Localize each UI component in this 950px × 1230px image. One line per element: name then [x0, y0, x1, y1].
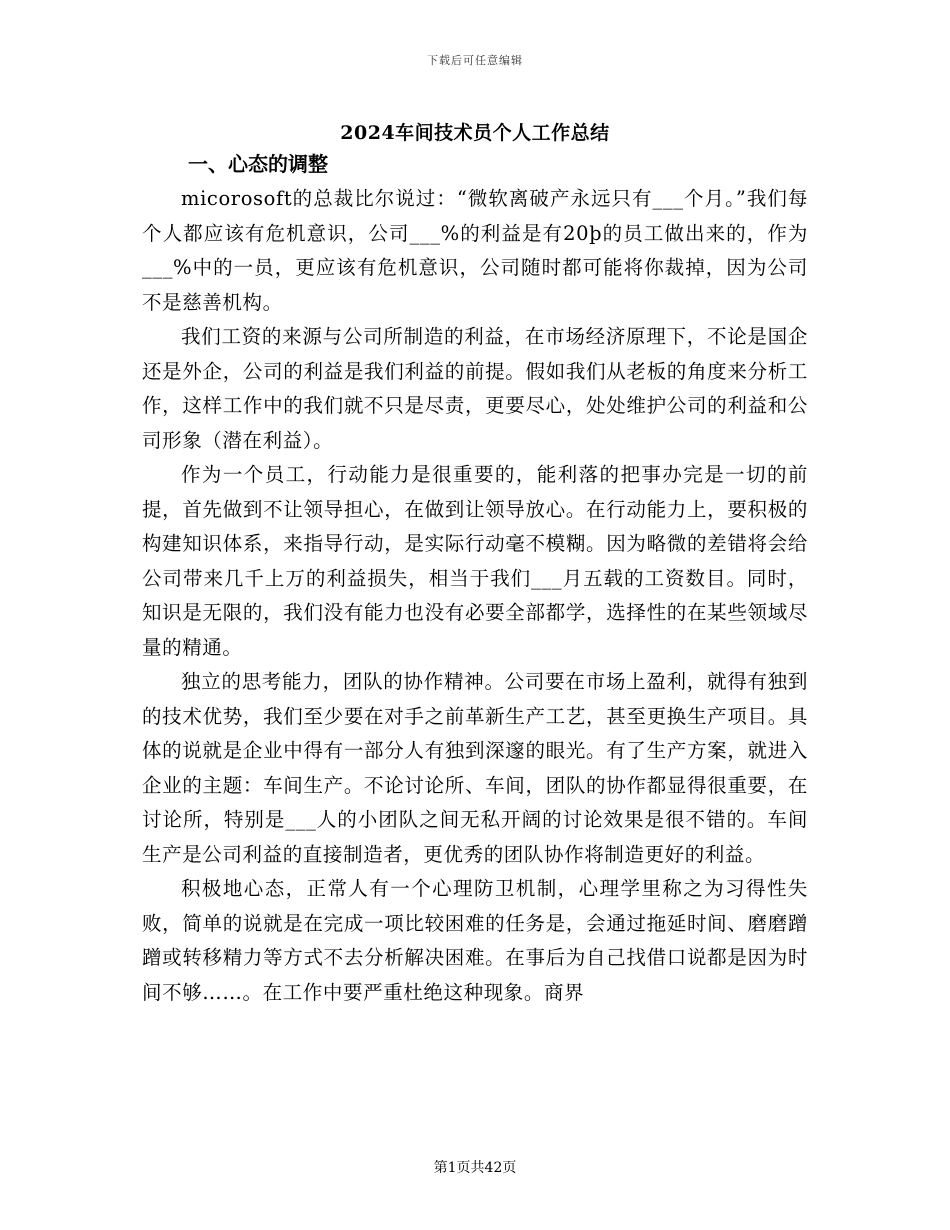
- paragraph-5: 积极地心态，正常人有一个心理防卫机制，心理学里称之为习得性失败，简单的说就是在完成一项比较困难的任务是，会通过拖延时间、磨磨蹭蹭或转移精力等方式不去分析解决困难。在事后为自己找借口说都是因为时间不够……。在工作中要严重杜绝这种现象。商界: [142, 877, 808, 1004]
- page-footer-number: 第1页共42页: [433, 1160, 517, 1176]
- paragraph-1: micorosoft的总裁比尔说过：“微软离破产永远只有___个月。”我们每个人都应该有危机意识，公司___%的利益是有20þ的员工做出来的，作为___%中的一员，更应该有危机意识，公司随时都可能将你裁掉，因为公司不是慈善机构。: [142, 187, 808, 314]
- section-heading: 一、心态的调整: [188, 152, 328, 176]
- document-title: 2024车间技术员个人工作总结: [340, 122, 610, 144]
- page-header-note: 下载后可任意编辑: [427, 54, 523, 67]
- paragraph-4: 独立的思考能力，团队的协作精神。公司要在市场上盈利，就得有独到的技术优势，我们至少要在对手之前革新生产工艺，甚至更换生产项目。具体的说就是企业中得有一部分人有独到深邃的眼光。有了生产方案，就进入企业的主题：车间生产。不论讨论所、车间，团队的协作都显得很重要，在讨论所，特别是___人的小团队之间无私开阔的讨论效果是很不错的。车间生产是公司利益的直接制造者，更优秀的团队协作将制造更好的利益。: [142, 670, 808, 866]
- paragraph-3: 作为一个员工，行动能力是很重要的，能利落的把事办完是一切的前提，首先做到不让领导担心，在做到让领导放心。在行动能力上，要积极的构建知识体系，来指导行动，是实际行动毫不模糊。因为略微的差错将会给公司带来几千上万的利益损失，相当于我们___月五载的工资数目。同时，知识是无限的，我们没有能力也没有必要全部都学，选择性的在某些领域尽量的精通。: [142, 463, 808, 659]
- paragraph-2: 我们工资的来源与公司所制造的利益，在市场经济原理下，不论是国企还是外企，公司的利益是我们利益的前提。假如我们从老板的角度来分析工作，这样工作中的我们就不只是尽责，更要尽心，处处维护公司的利益和公司形象（潜在利益）。: [142, 325, 808, 452]
- document-body: [142, 150, 808, 1010]
